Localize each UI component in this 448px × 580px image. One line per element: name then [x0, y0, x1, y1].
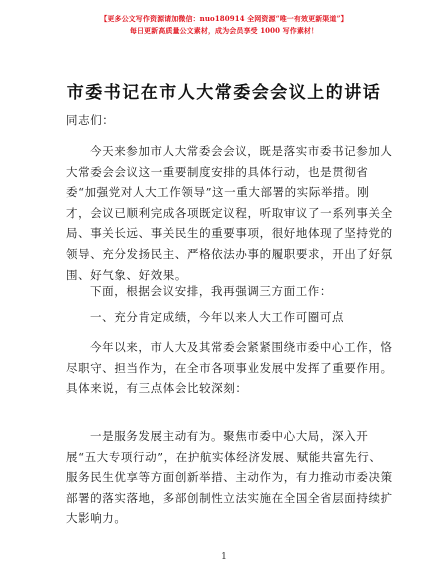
paragraph-line: 具体来说，有三点体会比较深刻：: [66, 381, 248, 396]
section-heading-1: [66, 307, 386, 328]
paragraph-line: 局、事关长远、事关民生的重要事项，很好地体现了坚持党的: [66, 226, 393, 241]
paragraph-line: 展“五大专项行动”，在护航实体经济发展、赋能共富先行、: [66, 449, 382, 464]
paragraph-line: 领导、充分发扬民主、严格依法办事的履职要求，开出了好氛: [66, 246, 393, 261]
paragraph-line: 尽职守、担当作为，在全市各项事业发展中发挥了重要作用。: [66, 360, 393, 375]
paragraph-transition: [66, 281, 386, 302]
greeting-text: 同志们：: [66, 113, 115, 127]
page-number: 1: [221, 552, 227, 562]
paragraph-line: 下面，根据会议安排，我再强调三方面工作：: [90, 284, 332, 298]
promo-line-1: 【更多公文写作资源请加微信：nuo180914 全网资源“唯一有效更新渠道”】: [100, 14, 348, 23]
greeting: [66, 110, 386, 131]
document-title: 市委书记在市人大常委会会议上的讲话: [66, 83, 382, 103]
paragraph-line: 围、好气象、好效果。: [66, 267, 187, 282]
paragraph-line: 委“加强党对人大工作领导”这一重大部署的实际举措。刚: [66, 185, 370, 200]
paragraph-line: 部署的落实落地，多部创制性立法实施在全国全省层面持续扩: [66, 490, 393, 505]
paragraph-line: 大影响力。: [66, 511, 127, 526]
paragraph-point-1: [66, 426, 393, 529]
paragraph-line: 今年以来，市人大及其常委会紧紧围绕市委中心工作，恪: [90, 340, 393, 354]
section-heading-text: 一、充分肯定成绩，今年以来人大工作可圈可点: [90, 310, 345, 324]
paragraph-line: 服务民生优享等方面创新举措、主动作为，有力推动市委决策: [66, 470, 393, 485]
promo-line-2: 每日更新高质量公文素材，成为会员享受 1000 写作素材！: [129, 26, 319, 35]
paragraph-line: 才，会议已顺利完成各项既定议程，听取审议了一系列事关全: [66, 205, 393, 220]
paragraph-achievements: [66, 337, 393, 399]
paragraph-line: 一是服务发展主动有为。聚焦市委中心大局，深入开: [90, 429, 369, 443]
paragraph-line: 大常委会会议这一重要制度安排的具体行动，也是贯彻省: [66, 164, 369, 179]
paragraph-line: 今天来参加市人大常委会会议，既是落实市委书记参加人: [90, 144, 393, 158]
paragraph-opening: [66, 141, 393, 285]
